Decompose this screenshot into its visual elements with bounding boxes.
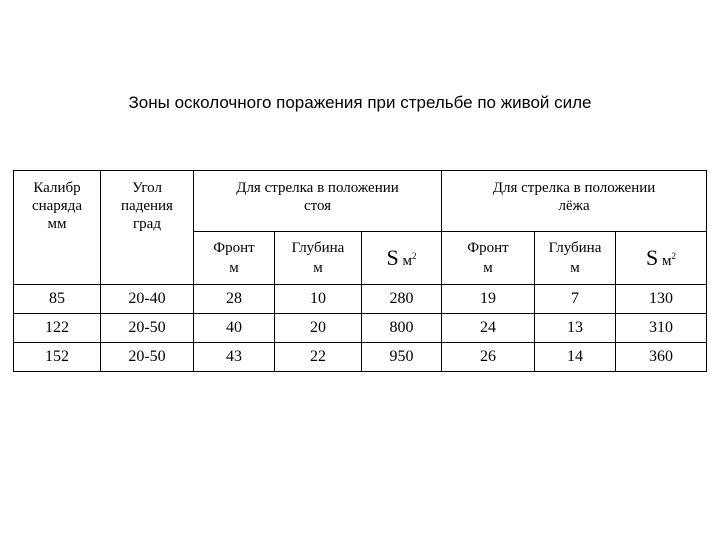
group-header-standing [194,171,442,232]
group-header-line: Для стрелка в положении [492,180,656,196]
depth-header-lying [535,232,616,285]
cell-angle: 20-50 [101,343,194,372]
cell-front-standing: 28 [194,285,275,314]
front-label: Фронт [467,240,509,256]
cell-front-lying: 19 [442,285,535,314]
caliber-header-line: мм [47,216,67,232]
table-row [14,314,707,343]
cell-area-lying: 310 [616,314,707,343]
table-row [14,343,707,372]
area-unit-base: м [662,252,672,269]
fragmentation-zones-table [13,170,707,372]
area-symbol: S [386,244,399,270]
area-unit [662,250,677,269]
table-row [14,285,707,314]
depth-header-standing [275,232,362,285]
area-unit-power: 2 [412,250,417,261]
caliber-header [14,171,101,285]
unit-label: м [570,260,580,276]
header-row-groups [14,171,707,232]
caliber-header-line: снаряда [31,198,83,214]
cell-caliber: 85 [14,285,101,314]
area-unit-power: 2 [671,250,677,261]
cell-caliber: 122 [14,314,101,343]
slide-title: Зоны осколочного поражения при стрельбе по живой силе [128,93,592,112]
caliber-header-line: Калибр [33,180,81,196]
front-header-standing [194,232,275,285]
cell-depth-standing: 22 [275,343,362,372]
unit-label: м [313,260,323,276]
cell-caliber: 152 [14,343,101,372]
unit-label: м [229,260,239,276]
cell-area-standing: 280 [362,285,442,314]
cell-area-lying: 360 [616,343,707,372]
cell-front-lying: 24 [442,314,535,343]
cell-area-lying: 130 [616,285,707,314]
group-header-lying [442,171,707,232]
cell-area-standing: 800 [362,314,442,343]
group-header-line: стоя [303,198,332,214]
group-header-line: лёжа [558,198,590,214]
area-unit-base: м [402,252,412,269]
cell-front-lying: 26 [442,343,535,372]
cell-depth-standing: 20 [275,314,362,343]
area-header-standing [362,232,442,285]
cell-angle: 20-40 [101,285,194,314]
cell-depth-lying: 13 [535,314,616,343]
depth-label: Глубина [548,240,602,256]
group-header-line: Для стрелка в положении [236,180,399,196]
cell-depth-lying: 7 [535,285,616,314]
depth-label: Глубина [291,240,345,256]
cell-depth-standing: 10 [275,285,362,314]
area-symbol: S [646,244,659,270]
cell-front-standing: 43 [194,343,275,372]
angle-header-line: падения [121,198,173,214]
area-unit [402,250,417,269]
cell-angle: 20-50 [101,314,194,343]
area-header-lying [616,232,707,285]
cell-depth-lying: 14 [535,343,616,372]
front-label: Фронт [213,240,255,256]
unit-label: м [483,260,493,276]
angle-header [101,171,194,285]
cell-area-standing: 950 [362,343,442,372]
angle-header-line: град [133,216,161,232]
angle-header-line: Угол [132,180,162,196]
cell-front-standing: 40 [194,314,275,343]
front-header-lying [442,232,535,285]
